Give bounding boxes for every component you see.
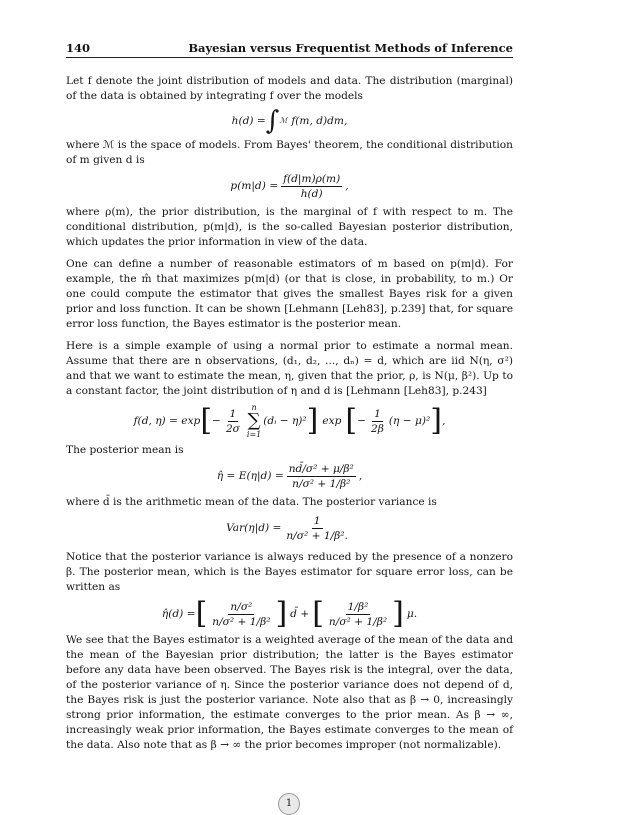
paragraph-4: One can define a number of reasonable estimators of m based on p(m|d). For example, the m̂ that maximizes p(m|d) (or that is close, in probability, to m.) Or one could compute the estimator that gives the smallest Bayes risk for a given prior and loss function. It can be shown [Lehmann [Leh83], p.239] that, for square error loss function, the Bayes estimator is the posterior mean. xyxy=(66,258,513,330)
equation-bayes-estimator: η̂(d) = [ $\frac{\text{n/σ²}}{\text{n/σ² + 1/β²}}$ ] d̄ + [ $\frac{\text{1/β²}}{\text{n/σ² + 1/β²}}$ ] μ. xyxy=(161,596,418,631)
header-page-number: 140 xyxy=(66,41,91,55)
paragraph-8: Notice that the posterior variance is always reduced by the presence of a nonzero β. The posterior mean, which is the Bayes estimator for square error loss, can be written as xyxy=(66,551,513,593)
paragraph-9: We see that the Bayes estimator is a weighted average of the mean of the data and the mean of the Bayesian prior distribution; the latter is the Bayes estimator before any data have been observed. The Bayes risk is the integral, over the data, of the posterior variance of η. Since the posterior variance does not depend of d, the Bayes risk is just the posterior variance. Note also that as β → 0, increasingly strong prior information, the estimate converges to the prior mean. As β → ∞, increasingly weak prior information, the Bayes estimate converges to the mean of the data. Also note that as β → ∞ the prior becomes improper (not normalizable). xyxy=(66,634,513,751)
integral-sign: ∫ xyxy=(265,106,280,136)
paragraph-6: The posterior mean is xyxy=(66,444,184,456)
page-badge: 1 xyxy=(278,793,300,815)
running-header xyxy=(66,41,513,56)
equation-posterior-mean: η̂ = E(η|d) = $\frac{\text{nd̄/σ² + μ/β²}}{\text{n/σ² + 1/β²}}$ , xyxy=(216,463,363,490)
paragraph-2: where ℳ is the space of models. From Bayes' theorem, the conditional distribution of m given d is xyxy=(66,139,513,166)
equation-posterior: p(m|d) = $\frac{f(d|m)\rho(m)}{h(d)}$ , xyxy=(230,173,349,200)
fraction: $\frac{f(d|m)\rho(m)}{h(d)}$ xyxy=(283,173,341,200)
paragraph-7: where d̄ is the arithmetic mean of the data. The posterior variance is xyxy=(66,496,437,508)
summation-sign: n ∑ i=1 xyxy=(246,403,262,439)
equation-posterior-variance: Var(η|d) = $\frac{1}{\text{n/σ² + 1/β².}}$ xyxy=(226,515,348,542)
paragraph-3: where ρ(m), the prior distribution, is the marginal of f with respect to m. The conditional distribution, p(m|d), is the so-called Bayesian posterior distribution, which updates the prior information in view of the data. xyxy=(66,206,513,248)
header-rule xyxy=(66,57,513,58)
paragraph-1: Let f denote the joint distribution of models and data. The distribution (marginal) of the data is obtained by integrating f over the models xyxy=(66,75,513,102)
equation-marginal: h(d) = ∫ ℳ f(m, d)dm, xyxy=(231,106,348,136)
document-body xyxy=(66,74,513,753)
equation-joint: f(d, η) = exp [ − $\frac{1}{2\sigma}$ n ∑ i=1 (dᵢ − η)² ] exp [ − $\frac{1}{2\beta}$ (η − μ)² ] , xyxy=(133,403,446,439)
header-chapter-title: Bayesian versus Frequentist Methods of Inference xyxy=(188,41,513,55)
paragraph-5: Here is a simple example of using a normal prior to estimate a normal mean. Assume that there are n observations, (d₁, d₂, ..., dₙ) = d, which are iid N(η, σ²) and that we want to estimate the mean, η, given that the prior, ρ, is N(μ, β²). Up to a constant factor, the joint distribution of η and d is [Lehmann [Leh83], p.243] xyxy=(66,340,513,397)
